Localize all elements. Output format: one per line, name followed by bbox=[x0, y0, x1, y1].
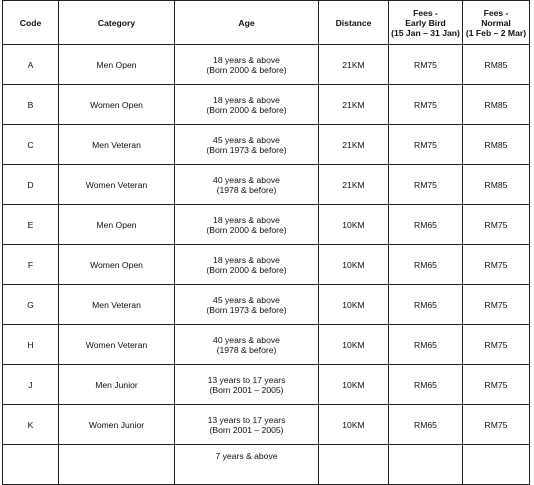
age-line: 40 years & above bbox=[213, 334, 280, 345]
age-cell bbox=[175, 125, 319, 165]
code-cell: K bbox=[3, 405, 59, 445]
age-line: (1978 & before) bbox=[216, 184, 277, 195]
normal-fee-header bbox=[463, 1, 530, 45]
category-cell: Men Junior bbox=[59, 365, 175, 405]
early-bird-fee-cell: RM65 bbox=[389, 205, 463, 245]
age-line: (Born 2001 – 2005) bbox=[209, 424, 284, 435]
age-line: 7 years & above bbox=[215, 451, 278, 461]
early-bird-fee-cell: RM65 bbox=[389, 365, 463, 405]
table-row bbox=[3, 85, 530, 125]
table-header-row bbox=[3, 1, 530, 45]
code-cell: J bbox=[3, 365, 59, 405]
normal-fee-cell: RM75 bbox=[463, 285, 530, 325]
age-line: (Born 2001 – 2005) bbox=[209, 384, 284, 395]
header-text: (1 Feb – 2 Mar) bbox=[465, 27, 527, 38]
header-text: Early Bird bbox=[405, 17, 446, 28]
table-row bbox=[3, 325, 530, 365]
header-text: Code bbox=[19, 17, 42, 28]
age-cell bbox=[175, 405, 319, 445]
category-cell: Women Junior bbox=[59, 405, 175, 445]
distance-header bbox=[319, 1, 389, 45]
category-cell: Women Veteran bbox=[59, 165, 175, 205]
header-text: (15 Jan – 31 Jan) bbox=[391, 27, 460, 38]
table-row bbox=[3, 365, 530, 405]
distance-cell: 21KM bbox=[319, 45, 389, 85]
early-bird-fee-cell: RM65 bbox=[389, 405, 463, 445]
early-bird-fee-cell: RM75 bbox=[389, 45, 463, 85]
header-text: Distance bbox=[335, 17, 372, 28]
category-cell: Women Open bbox=[59, 245, 175, 285]
category-header bbox=[59, 1, 175, 45]
age-line: 45 years & above bbox=[213, 134, 280, 145]
age-line: 18 years & above bbox=[213, 254, 280, 265]
distance-cell bbox=[319, 445, 389, 485]
age-cell bbox=[175, 245, 319, 285]
header-text: Category bbox=[97, 17, 136, 28]
age-line: 13 years to 17 years bbox=[207, 414, 286, 425]
early-bird-fee-cell: RM75 bbox=[389, 125, 463, 165]
age-cell bbox=[175, 445, 319, 485]
age-line: (Born 2000 & before) bbox=[206, 64, 287, 75]
category-cell: Men Veteran bbox=[59, 285, 175, 325]
table-row bbox=[3, 165, 530, 205]
early-bird-fee-cell bbox=[389, 445, 463, 485]
category-cell: Women Open bbox=[59, 85, 175, 125]
early-bird-fee-cell: RM65 bbox=[389, 245, 463, 285]
distance-cell: 21KM bbox=[319, 125, 389, 165]
age-line: 40 years & above bbox=[213, 174, 280, 185]
age-line: 13 years to 17 years bbox=[207, 374, 286, 385]
distance-cell: 10KM bbox=[319, 205, 389, 245]
code-cell: H bbox=[3, 325, 59, 365]
distance-cell: 10KM bbox=[319, 405, 389, 445]
age-cell bbox=[175, 205, 319, 245]
category-cell: Men Open bbox=[59, 205, 175, 245]
age-cell bbox=[175, 45, 319, 85]
header-text: Normal bbox=[481, 17, 511, 28]
category-cell bbox=[59, 445, 175, 485]
normal-fee-cell: RM75 bbox=[463, 325, 530, 365]
normal-fee-cell: RM75 bbox=[463, 405, 530, 445]
table-row bbox=[3, 125, 530, 165]
header-text: Fees - bbox=[413, 7, 438, 18]
age-line: 18 years & above bbox=[213, 214, 280, 225]
age-line: 45 years & above bbox=[213, 294, 280, 305]
distance-cell: 21KM bbox=[319, 165, 389, 205]
age-line: (Born 1973 & before) bbox=[206, 144, 287, 155]
early-bird-fee-cell: RM65 bbox=[389, 325, 463, 365]
header-text: Fees - bbox=[483, 7, 509, 18]
age-cell bbox=[175, 325, 319, 365]
distance-cell: 10KM bbox=[319, 365, 389, 405]
age-line: (1978 & before) bbox=[216, 344, 277, 355]
age-header bbox=[175, 1, 319, 45]
table-body bbox=[3, 45, 530, 485]
fees-table bbox=[2, 0, 530, 485]
normal-fee-cell: RM85 bbox=[463, 45, 530, 85]
normal-fee-cell: RM85 bbox=[463, 125, 530, 165]
normal-fee-cell bbox=[463, 445, 530, 485]
age-line: 18 years & above bbox=[213, 94, 280, 105]
age-cell bbox=[175, 85, 319, 125]
distance-cell: 10KM bbox=[319, 245, 389, 285]
table-row bbox=[3, 205, 530, 245]
age-cell bbox=[175, 365, 319, 405]
early-bird-fee-cell: RM75 bbox=[389, 85, 463, 125]
code-cell bbox=[3, 445, 59, 485]
table-row bbox=[3, 405, 530, 445]
early-bird-fee-header bbox=[389, 1, 463, 45]
category-cell: Men Veteran bbox=[59, 125, 175, 165]
code-header bbox=[3, 1, 59, 45]
distance-cell: 21KM bbox=[319, 85, 389, 125]
table-row bbox=[3, 245, 530, 285]
normal-fee-cell: RM85 bbox=[463, 85, 530, 125]
table-row bbox=[3, 285, 530, 325]
code-cell: B bbox=[3, 85, 59, 125]
category-cell: Men Open bbox=[59, 45, 175, 85]
age-line: (Born 1973 & before) bbox=[206, 304, 287, 315]
normal-fee-cell: RM85 bbox=[463, 165, 530, 205]
distance-cell: 10KM bbox=[319, 285, 389, 325]
age-line: (Born 2000 & before) bbox=[206, 264, 287, 275]
code-cell: E bbox=[3, 205, 59, 245]
age-cell bbox=[175, 165, 319, 205]
early-bird-fee-cell: RM65 bbox=[389, 285, 463, 325]
early-bird-fee-cell: RM75 bbox=[389, 165, 463, 205]
distance-cell: 10KM bbox=[319, 325, 389, 365]
normal-fee-cell: RM75 bbox=[463, 365, 530, 405]
table-row-partial bbox=[3, 445, 530, 485]
normal-fee-cell: RM75 bbox=[463, 205, 530, 245]
table-row bbox=[3, 45, 530, 85]
header-text: Age bbox=[238, 17, 255, 28]
normal-fee-cell: RM75 bbox=[463, 245, 530, 285]
age-line: (Born 2000 & before) bbox=[206, 224, 287, 235]
age-line: (Born 2000 & before) bbox=[206, 104, 287, 115]
age-line: 18 years & above bbox=[213, 54, 280, 65]
code-cell: C bbox=[3, 125, 59, 165]
code-cell: A bbox=[3, 45, 59, 85]
code-cell: G bbox=[3, 285, 59, 325]
code-cell: F bbox=[3, 245, 59, 285]
age-cell bbox=[175, 285, 319, 325]
code-cell: D bbox=[3, 165, 59, 205]
category-cell: Women Veteran bbox=[59, 325, 175, 365]
